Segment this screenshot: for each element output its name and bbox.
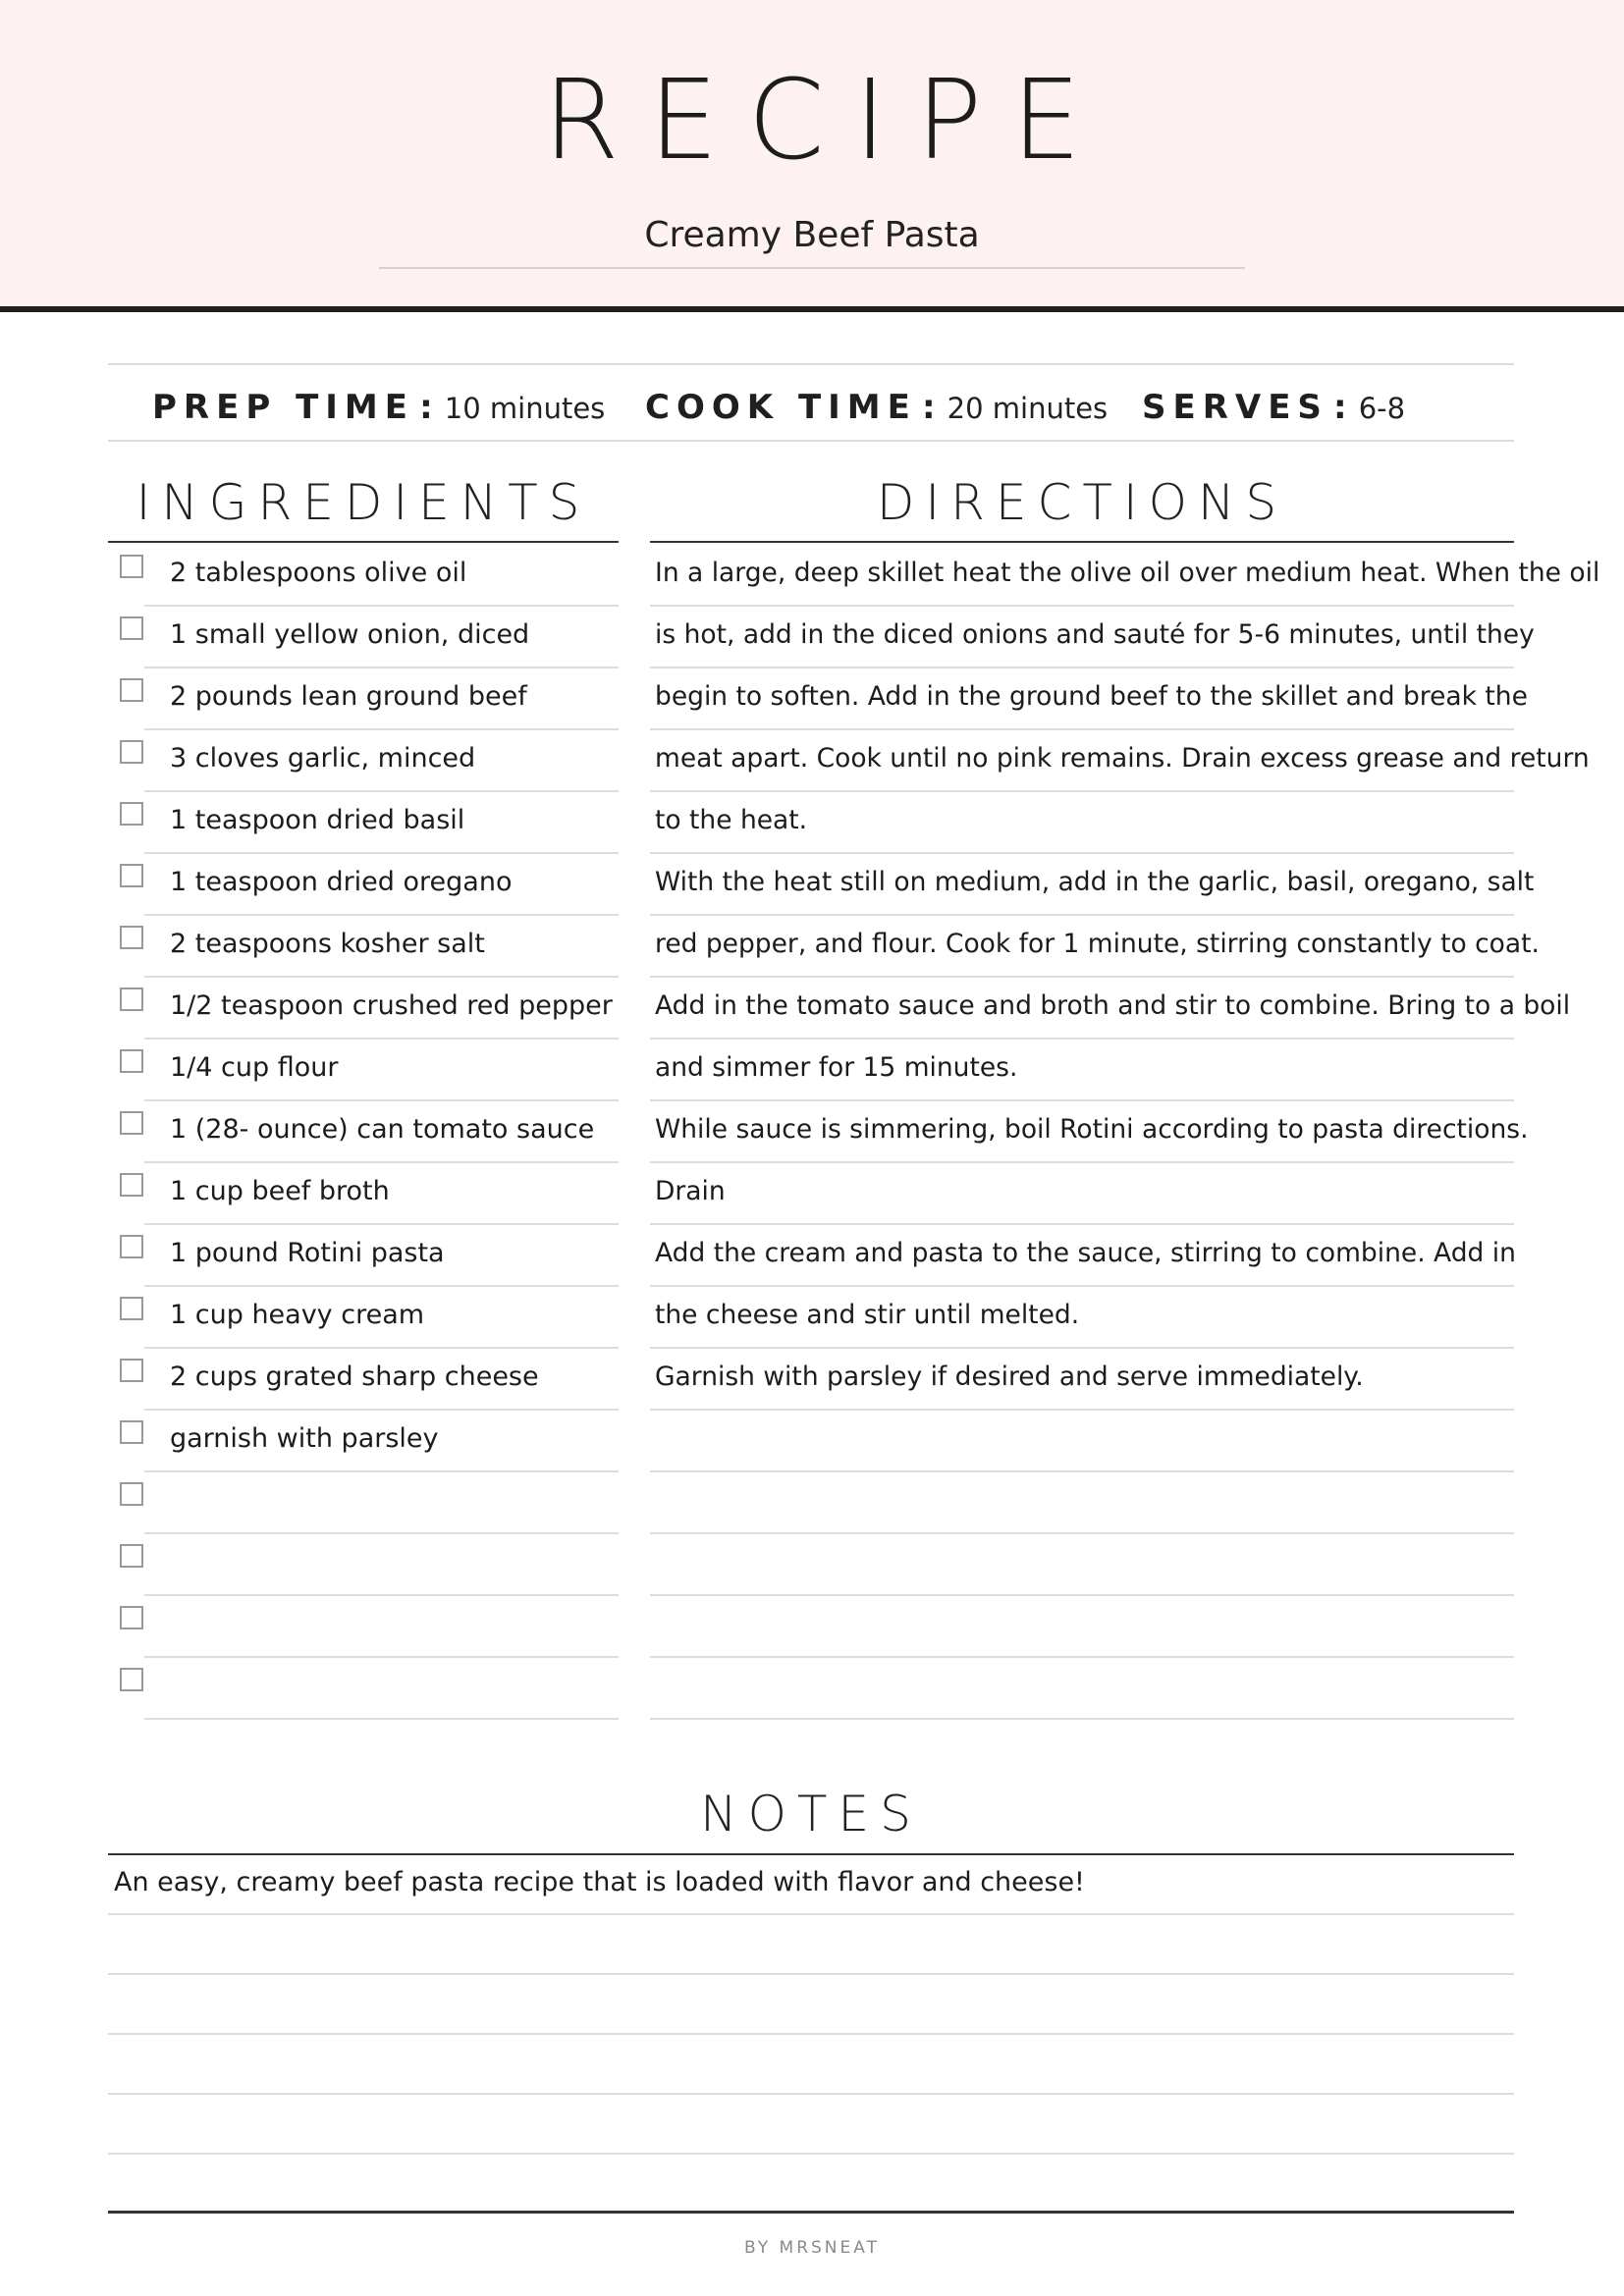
ingredient-checkbox[interactable] <box>120 1297 143 1320</box>
ingredient-item <box>108 1534 619 1596</box>
header-divider <box>0 306 1624 312</box>
ingredient-checkbox[interactable] <box>120 1668 143 1691</box>
direction-line <box>650 1596 1514 1658</box>
direction-line <box>650 1411 1514 1472</box>
page-title: RECIPE <box>542 57 1111 185</box>
notes-list <box>108 1855 1514 2155</box>
recipe-name-underline <box>379 267 1245 269</box>
direction-text: Garnish with parsley if desired and serve immediately. <box>655 1362 1364 1392</box>
footer-credit: BY MRSNEAT <box>744 2238 880 2258</box>
serves-label: SERVES <box>1142 388 1328 427</box>
cook-time-value: 20 minutes <box>947 392 1109 425</box>
note-line <box>108 1855 1514 1915</box>
cook-time <box>645 383 1108 432</box>
ingredient-text: 1 (28- ounce) can tomato sauce <box>170 1114 595 1145</box>
direction-text: and simmer for 15 minutes. <box>655 1052 1018 1083</box>
direction-line <box>650 668 1528 730</box>
direction-line <box>650 916 1540 978</box>
direction-line <box>650 1163 1514 1225</box>
ingredient-item <box>108 854 619 916</box>
ingredient-item <box>108 1411 619 1472</box>
note-line <box>108 1915 1514 1975</box>
ingredient-text: 1 teaspoon dried basil <box>170 805 465 835</box>
ingredients-list <box>108 545 619 1720</box>
ingredient-item <box>108 1349 619 1411</box>
direction-line <box>650 1658 1514 1720</box>
note-line <box>108 2095 1514 2155</box>
serves-value: 6-8 <box>1358 392 1406 425</box>
direction-text: to the heat. <box>655 805 808 835</box>
direction-line <box>650 792 1514 854</box>
ingredient-checkbox[interactable] <box>120 1482 143 1506</box>
ingredient-item <box>108 978 619 1040</box>
direction-text: red pepper, and flour. Cook for 1 minute, stirring constantly to coat. <box>655 929 1540 959</box>
prep-time-separator: : <box>419 388 440 427</box>
direction-line <box>650 854 1535 916</box>
ingredient-item <box>108 1040 619 1101</box>
header-banner <box>0 0 1624 306</box>
ingredient-checkbox[interactable] <box>120 802 143 826</box>
direction-line <box>650 978 1571 1040</box>
ingredient-item <box>108 668 619 730</box>
ingredient-text: 2 cups grated sharp cheese <box>170 1362 539 1392</box>
direction-line <box>650 1534 1514 1596</box>
ingredient-item <box>108 1658 619 1720</box>
ingredient-item <box>108 607 619 668</box>
ingredient-item <box>108 1163 619 1225</box>
ingredient-checkbox[interactable] <box>120 1173 143 1197</box>
ingredient-checkbox[interactable] <box>120 1359 143 1382</box>
direction-line <box>650 1101 1529 1163</box>
direction-line <box>650 545 1600 607</box>
prep-time-label: PREP TIME <box>152 388 414 427</box>
direction-text: Add the cream and pasta to the sauce, stirring to combine. Add in <box>655 1238 1516 1268</box>
meta-top-rule <box>108 363 1514 365</box>
ingredient-checkbox[interactable] <box>120 616 143 640</box>
note-line <box>108 1975 1514 2035</box>
direction-line <box>650 1472 1514 1534</box>
direction-line <box>650 1225 1514 1287</box>
ingredient-checkbox[interactable] <box>120 740 143 764</box>
direction-text: meat apart. Cook until no pink remains. Drain excess grease and return <box>655 743 1590 774</box>
direction-line <box>650 730 1590 792</box>
ingredient-item <box>108 1225 619 1287</box>
cook-time-separator: : <box>921 388 943 427</box>
directions-heading-rule <box>650 541 1514 543</box>
ingredient-checkbox[interactable] <box>120 988 143 1011</box>
direction-text: While sauce is simmering, boil Rotini according to pasta directions. <box>655 1114 1529 1145</box>
direction-text: begin to soften. Add in the ground beef to the skillet and break the <box>655 681 1528 712</box>
ingredient-item <box>108 1287 619 1349</box>
ingredient-checkbox[interactable] <box>120 678 143 702</box>
direction-line <box>650 1349 1514 1411</box>
ingredient-text: 2 tablespoons olive oil <box>170 558 467 588</box>
ingredient-checkbox[interactable] <box>120 1544 143 1568</box>
ingredient-checkbox[interactable] <box>120 555 143 578</box>
ingredient-checkbox[interactable] <box>120 926 143 949</box>
ingredient-checkbox[interactable] <box>120 1420 143 1444</box>
ingredients-heading: INGREDIENTS <box>135 474 591 531</box>
direction-text: Add in the tomato sauce and broth and stir to combine. Bring to a boil <box>655 990 1571 1021</box>
direction-text: is hot, add in the diced onions and sauté for 5-6 minutes, until they <box>655 619 1535 650</box>
directions-heading: DIRECTIONS <box>876 474 1288 531</box>
ingredient-item <box>108 1101 619 1163</box>
serves <box>1142 383 1405 432</box>
ingredient-checkbox[interactable] <box>120 1235 143 1258</box>
notes-heading: NOTES <box>700 1786 922 1842</box>
direction-line <box>650 607 1535 668</box>
direction-text: With the heat still on medium, add in the garlic, basil, oregano, salt <box>655 867 1535 897</box>
ingredient-text: 2 teaspoons kosher salt <box>170 929 485 959</box>
ingredient-checkbox[interactable] <box>120 864 143 887</box>
prep-time-value: 10 minutes <box>444 392 606 425</box>
ingredient-item <box>108 545 619 607</box>
directions-list <box>650 545 1600 1720</box>
recipe-name: Creamy Beef Pasta <box>644 215 980 255</box>
ingredient-text: 1 cup heavy cream <box>170 1300 425 1330</box>
ingredient-text: garnish with parsley <box>170 1423 439 1454</box>
direction-text: In a large, deep skillet heat the olive oil over medium heat. When the oil <box>655 558 1600 588</box>
cook-time-label: COOK TIME <box>645 388 917 427</box>
serves-separator: : <box>1333 388 1354 427</box>
footer-rule <box>108 2211 1514 2214</box>
ingredient-item <box>108 792 619 854</box>
ingredient-text: 1/4 cup flour <box>170 1052 339 1083</box>
ingredient-text: 1 teaspoon dried oregano <box>170 867 513 897</box>
ingredient-item <box>108 916 619 978</box>
ingredient-text: 1 cup beef broth <box>170 1176 390 1206</box>
direction-line <box>650 1040 1514 1101</box>
ingredient-text: 1 small yellow onion, diced <box>170 619 530 650</box>
prep-time <box>152 383 605 432</box>
note-line <box>108 2035 1514 2095</box>
note-text: An easy, creamy beef pasta recipe that is loaded with flavor and cheese! <box>114 1867 1085 1897</box>
ingredient-checkbox[interactable] <box>120 1049 143 1073</box>
ingredient-text: 2 pounds lean ground beef <box>170 681 527 712</box>
ingredient-item <box>108 730 619 792</box>
ingredients-heading-rule <box>108 541 619 543</box>
ingredient-item <box>108 1472 619 1534</box>
ingredient-item <box>108 1596 619 1658</box>
ingredient-checkbox[interactable] <box>120 1606 143 1629</box>
direction-line <box>650 1287 1514 1349</box>
ingredient-checkbox[interactable] <box>120 1111 143 1135</box>
direction-text: Drain <box>655 1176 726 1206</box>
ingredient-text: 3 cloves garlic, minced <box>170 743 476 774</box>
ingredient-text: 1 pound Rotini pasta <box>170 1238 445 1268</box>
direction-text: the cheese and stir until melted. <box>655 1300 1080 1330</box>
ingredient-text: 1/2 teaspoon crushed red pepper <box>170 990 613 1021</box>
meta-bottom-rule <box>108 440 1514 442</box>
